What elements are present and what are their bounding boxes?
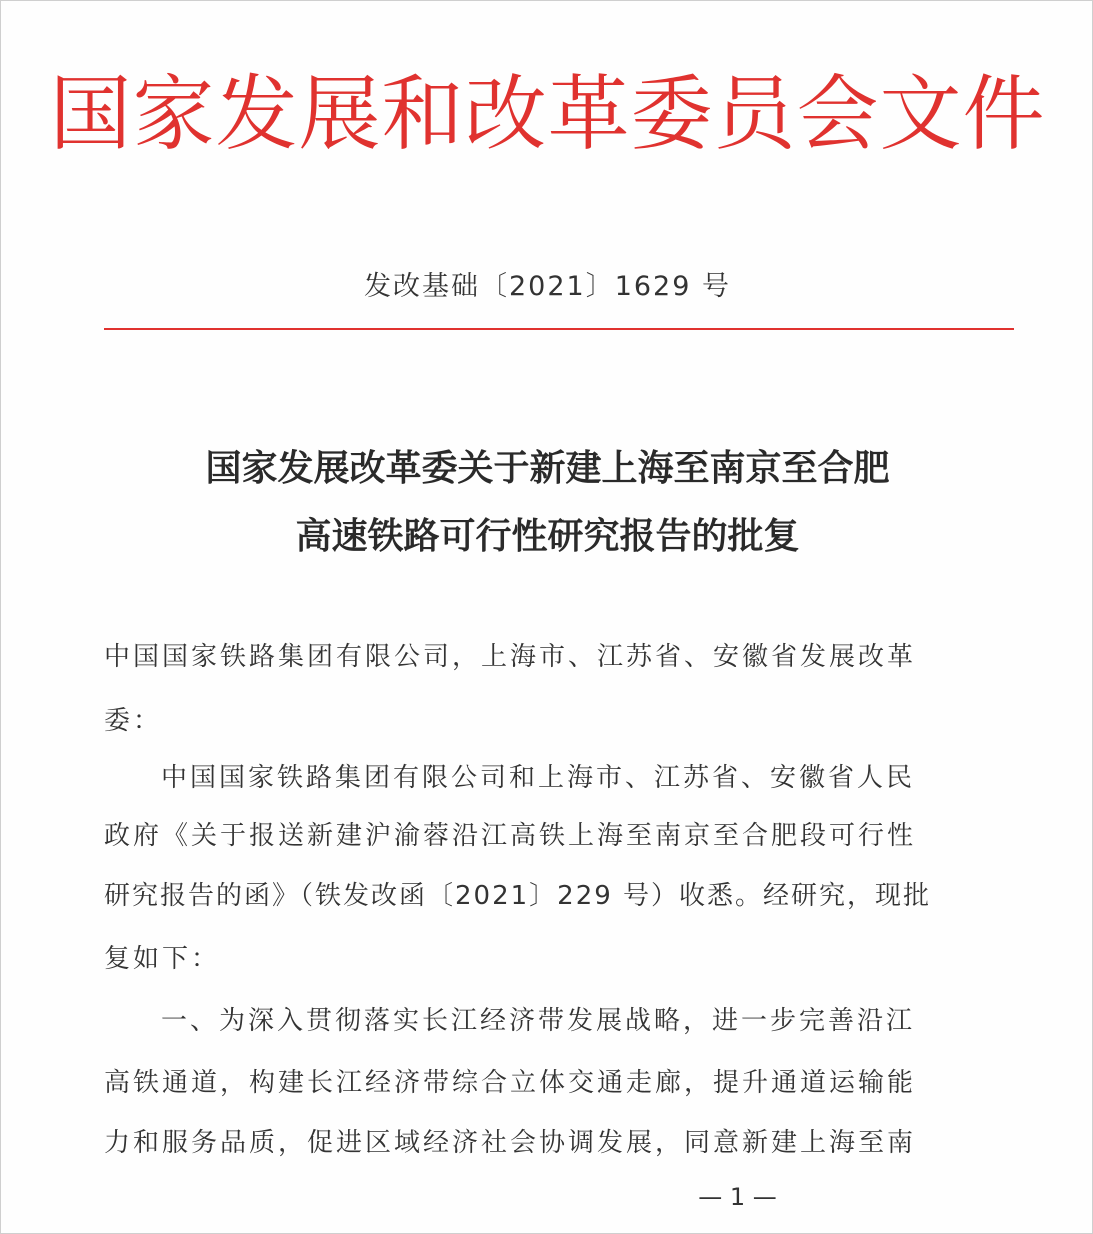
body-paragraph-1-line: 研究报告的函》（铁发改函〔2021〕229 号）收悉。经研究，现批 — [104, 881, 932, 911]
body-paragraph-1-line: 复如下： — [104, 944, 221, 974]
red-divider-line — [104, 328, 1014, 330]
page-number: — 1 — — [698, 1183, 777, 1211]
body-paragraph-1-line: 中国国家铁路集团有限公司和上海市、江苏省、安徽省人民 — [161, 763, 916, 793]
document-number: 发改基础〔2021〕1629 号 — [363, 271, 731, 302]
body-paragraph-2-line: 力和服务品质，促进区域经济社会协调发展，同意新建上海至南 — [104, 1128, 917, 1158]
body-paragraph-2-line: 一、为深入贯彻落实长江经济带发展战略，进一步完善沿江 — [161, 1006, 916, 1036]
addressee-line-cont: 委： — [104, 706, 163, 736]
body-paragraph-2-line: 高铁通道，构建长江经济带综合立体交通走廊，提升通道运输能 — [104, 1068, 917, 1098]
issuer-header-title: 国家发展和改革委员会文件 — [49, 67, 1046, 162]
body-paragraph-1-line: 政府《关于报送新建沪渝蓉沿江高铁上海至南京至合肥段可行性 — [104, 821, 917, 851]
subject-title-line-2: 高速铁路可行性研究报告的批复 — [295, 515, 800, 557]
subject-title-line-1: 国家发展改革委关于新建上海至南京至合肥 — [205, 447, 890, 489]
addressee-line: 中国国家铁路集团有限公司，上海市、江苏省、安徽省发展改革 — [104, 642, 917, 672]
